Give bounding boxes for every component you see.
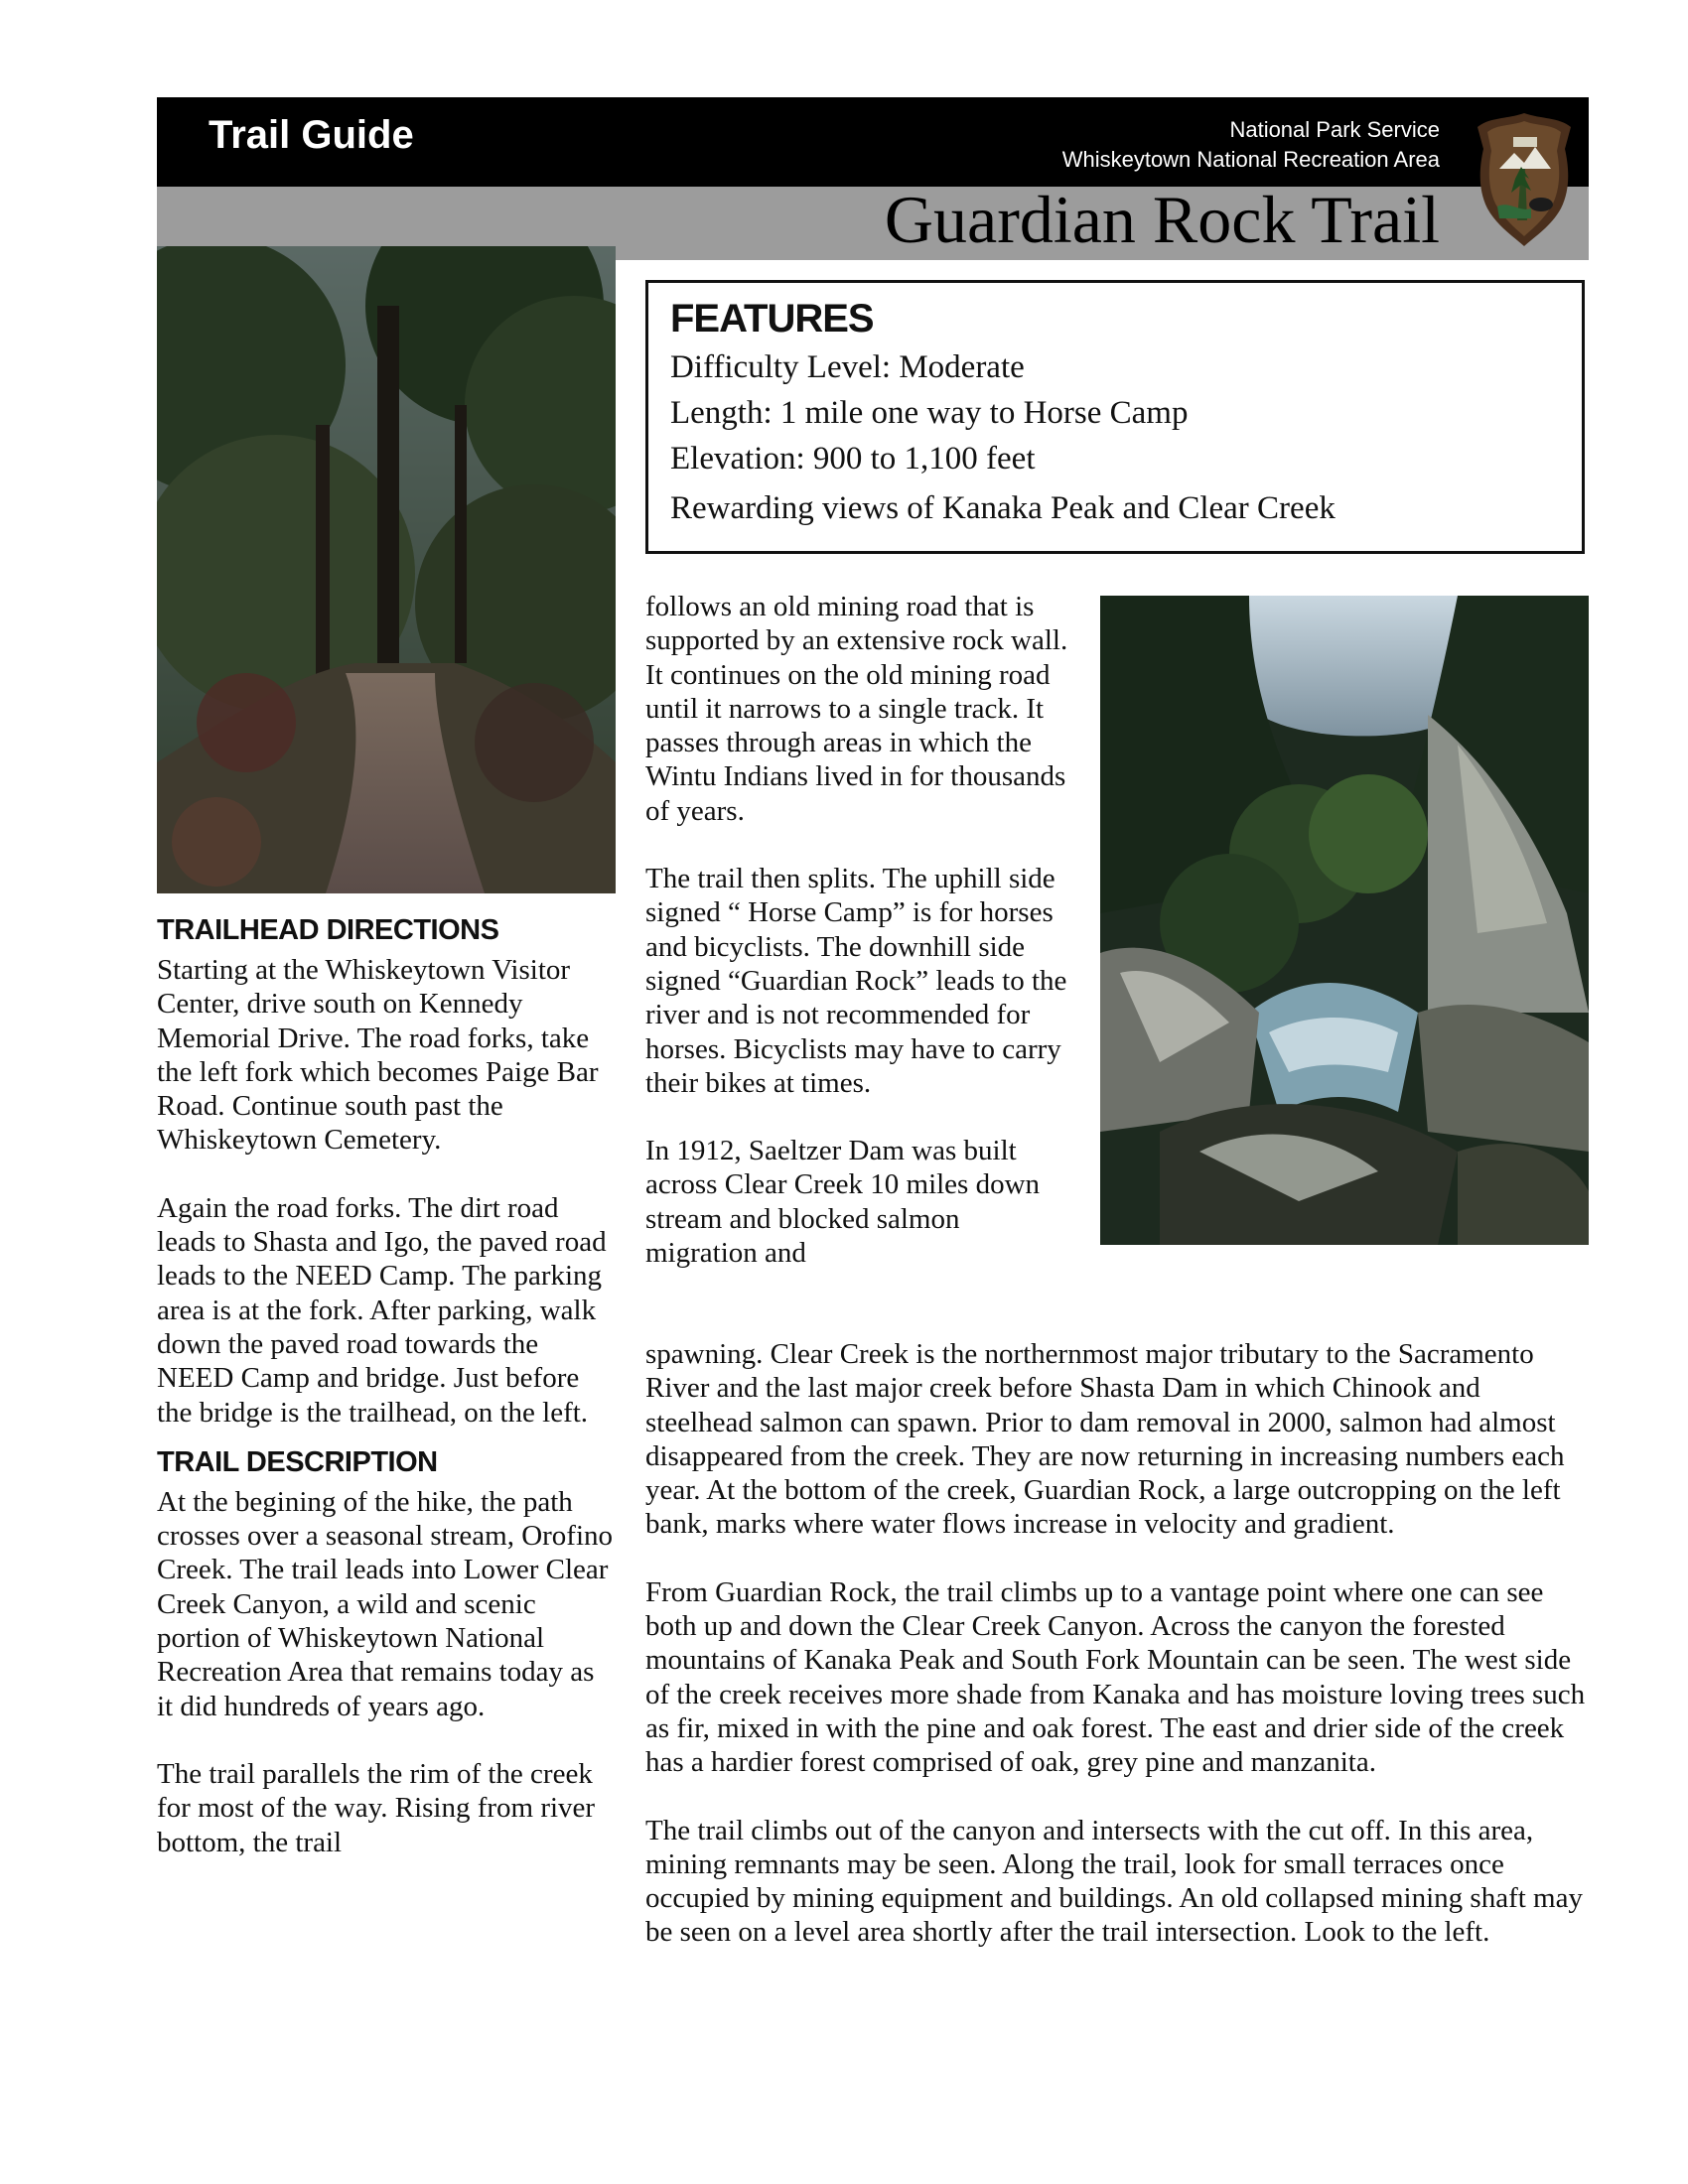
description-paragraph: The trail parallels the rim of the creek for most of the way. Rising from river bottom, the trail	[157, 1757, 596, 1858]
elevation: Elevation: 900 to 1,100 feet	[670, 441, 1036, 477]
description-paragraph: At the begining of the hike, the path crosses over a seasonal stream, Orofino Creek. The trail leads into Lower Clear Creek Canyon, a wild and scenic portion of Whiskeytown National Recreation Area that remains today as it did hundreds of years ago.	[157, 1485, 614, 1722]
description-heading: TRAIL DESCRIPTION	[157, 1445, 438, 1478]
difficulty-level: Difficulty Level: Moderate	[670, 349, 1025, 385]
description-paragraph: The trail then splits. The uphill side signed “ Horse Camp” is for horses and bicyclists. The downhill side signed “Guardian Rock” leads to the river and is not recommended for horses. Bicyclists may have to carry their bikes at times.	[645, 863, 1067, 1099]
clear-creek-canyon-photo	[1100, 596, 1589, 1245]
agency-name: National Park Service	[1229, 117, 1440, 142]
header-bar	[157, 97, 1589, 187]
description-paragraph: spawning. Clear Creek is the northernmost major tributary to the Sacramento River and the last major creek before Shasta Dam in which Chinook and steelhead salmon can spawn. Prior to dam removal in 2000, salmon had almost disappeared from the creek. They are now returning in increasing numbers each year. At the bottom of the creek, Guardian Rock, a large outcropping on the left bank, marks where water flows increase in velocity and gradient.	[645, 1338, 1565, 1541]
wide-column	[645, 1337, 1589, 1950]
middle-column	[645, 590, 1072, 1270]
views: Rewarding views of Kanaka Peak and Clear Creek	[670, 490, 1336, 526]
trail-guide-label: Trail Guide	[209, 113, 414, 157]
trailhead-paragraph: Again the road forks. The dirt road leads to Shasta and Igo, the paved road leads to the NEED Camp. The parking area is at the fork. After parking, walk down the paved road towards the NEED Camp and bridge. Just before the bridge is the trailhead, on the left.	[157, 1191, 607, 1429]
trailhead-paragraph: Starting at the Whiskeytown Visitor Center, drive south on Kennedy Memorial Drive. The road forks, take the left fork which becomes Paige Bar Road. Continue south past the Whiskeytown Cemetery.	[157, 954, 599, 1157]
description-paragraph: In 1912, Saeltzer Dam was built across Clear Creek 10 miles down stream and blocked salmon migration and	[645, 1135, 1041, 1270]
unit-name: Whiskeytown National Recreation Area	[1061, 147, 1440, 172]
description-paragraph: The trail climbs out of the canyon and intersects with the cut off. In this area, mining remnants may be seen. Along the trail, look for small terraces once occupied by mining equipment and buildings. An old collapsed mining shaft may be seen on a level area shortly after the trail intersection. Look to the left.	[645, 1814, 1583, 1949]
agency-block	[1062, 115, 1440, 175]
description-paragraph: From Guardian Rock, the trail climbs up to a vantage point where one can see both up and down the Clear Creek Canyon. Across the canyon the forested mountains of Kanaka Peak and South Fork Mountain can be seen. The west side of the creek receives more shade from Kanaka and has moisture loving trees such as fir, mixed in with the pine and oak forest. The east and drier side of the creek has a hardier forest comprised of oak, grey pine and manzanita.	[645, 1575, 1586, 1779]
features-box	[645, 280, 1585, 554]
forest-trail-photo	[157, 246, 616, 893]
features-heading: FEATURES	[670, 297, 874, 341]
description-paragraph: follows an old mining road that is supported by an extensive rock wall. It continues on the old mining road until it narrows to a single track. It passes through areas in which the Wintu Indians lived in for thousands of years.	[645, 591, 1068, 827]
nps-arrowhead-icon	[1470, 109, 1579, 248]
trail-length: Length: 1 mile one way to Horse Camp	[670, 395, 1189, 431]
left-column	[157, 913, 616, 1859]
page-title: Guardian Rock Trail	[884, 182, 1440, 257]
trailhead-heading: TRAILHEAD DIRECTIONS	[157, 914, 499, 946]
